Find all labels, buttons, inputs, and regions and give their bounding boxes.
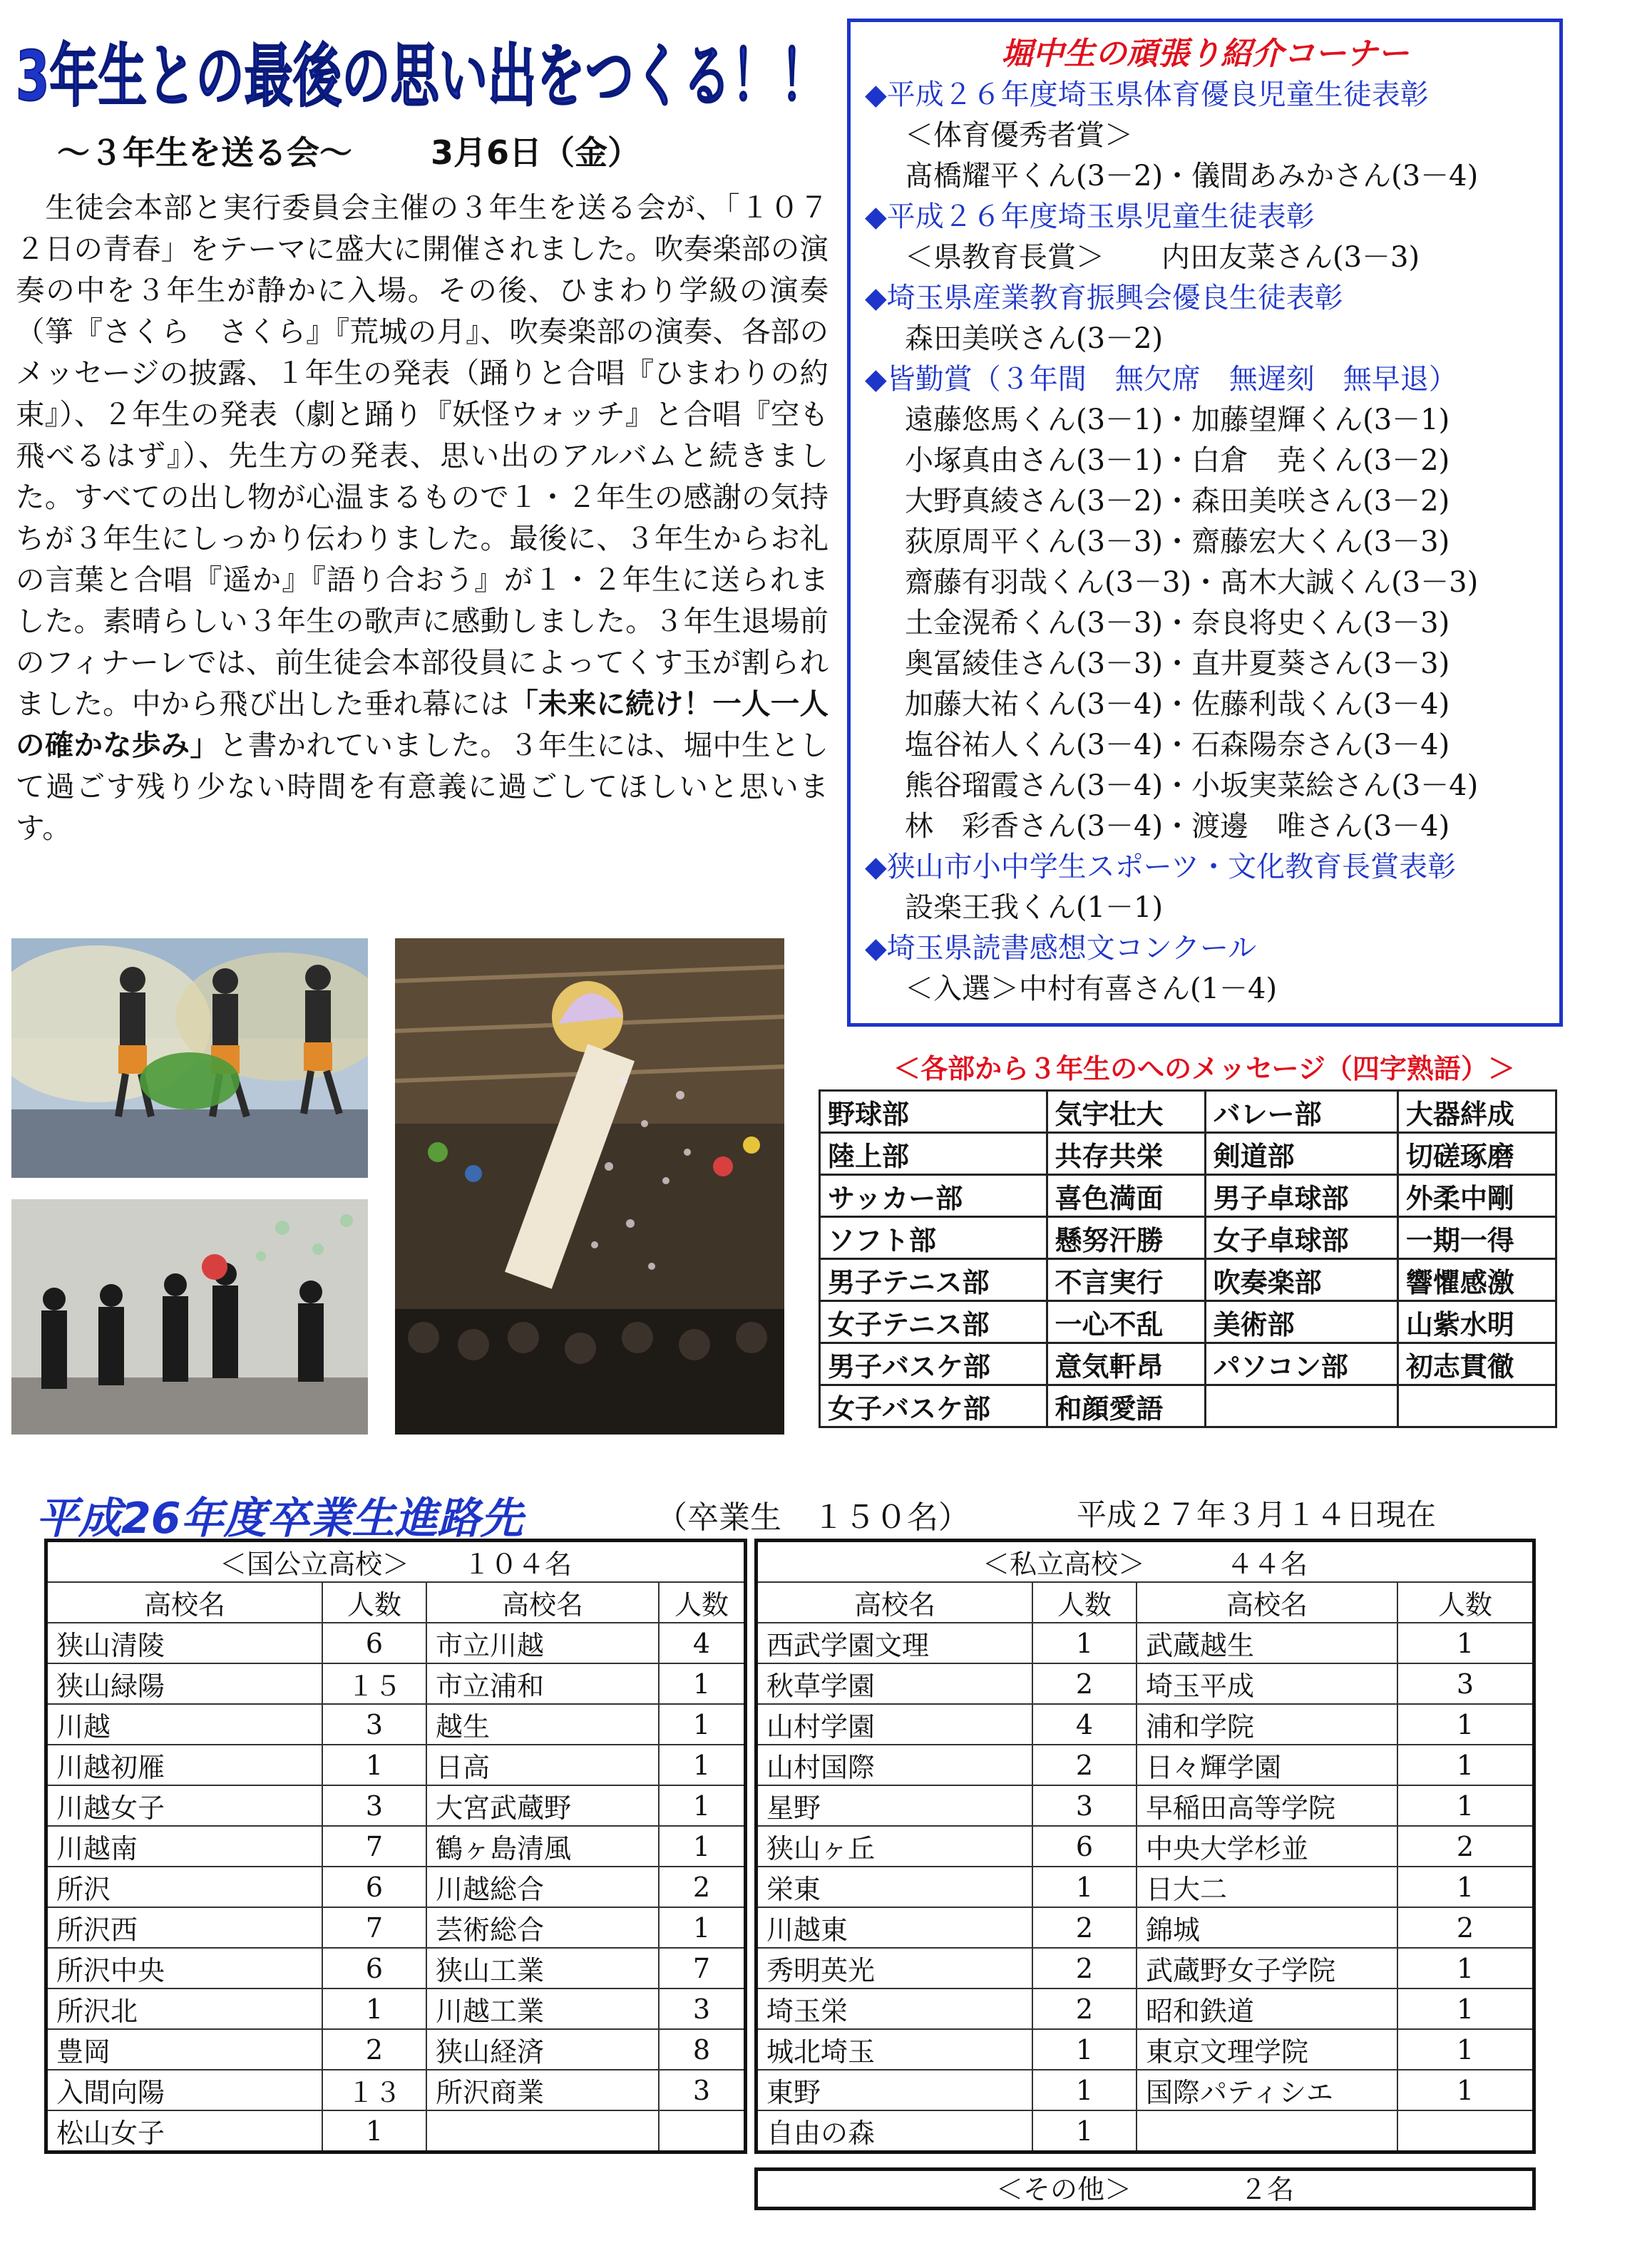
- school-name: 自由の森: [756, 2110, 1033, 2152]
- school-name: 秋草学園: [756, 1663, 1033, 1704]
- student-count: 1: [322, 1745, 426, 1785]
- student-count: 2: [1032, 1948, 1137, 1988]
- table-row: [756, 1988, 1534, 2029]
- table-row: [46, 1663, 746, 1704]
- table-row: [756, 2070, 1534, 2110]
- student-count: 7: [322, 1826, 426, 1867]
- table-row: [756, 1785, 1534, 1826]
- table-row: [46, 1745, 746, 1785]
- club-motto: 共存共栄: [1047, 1133, 1205, 1175]
- message-row: [820, 1091, 1556, 1133]
- student-count: １５: [322, 1663, 426, 1704]
- award-recipient-line: 加藤大祐くん(3－4)・佐藤利哉くん(3－4): [905, 688, 1450, 721]
- award-recipient-line: 遠藤悠馬くん(3－1)・加藤望輝くん(3－1): [905, 404, 1450, 436]
- club-name: 陸上部: [820, 1133, 1047, 1175]
- award-heading: ◆皆勤賞（３年間 無欠席 無遅刻 無早退）: [865, 363, 1457, 396]
- club-motto: [1397, 1385, 1556, 1427]
- school-name: 狭山工業: [426, 1948, 659, 1988]
- table-row: [46, 1988, 746, 2029]
- award-recipient-line: 設楽王我くん(1－1): [905, 891, 1164, 924]
- school-name: 川越工業: [426, 1988, 659, 2029]
- award-heading: ◆狭山市小中学生スポーツ・文化教育長賞表彰: [865, 851, 1457, 883]
- school-name: 武蔵野女子学院: [1137, 1948, 1397, 1988]
- club-name: 女子テニス部: [820, 1301, 1047, 1343]
- student-count: 1: [1397, 2029, 1534, 2070]
- school-name: 埼玉栄: [756, 1988, 1033, 2029]
- school-name: 川越初雁: [46, 1745, 323, 1785]
- career-title: 平成26年度卒業生進路先: [36, 1494, 523, 1544]
- student-count: １３: [322, 2070, 426, 2110]
- table-row: [756, 1948, 1534, 1988]
- school-name: 西武学園文理: [756, 1623, 1033, 1663]
- column-header: 高校名: [426, 1582, 659, 1623]
- award-recipient-line: 齋藤有羽哉くん(3－3)・髙木大誠くん(3－3): [905, 566, 1479, 599]
- column-header: 高校名: [1137, 1582, 1397, 1623]
- club-name: サッカー部: [820, 1175, 1047, 1217]
- club-name: 剣道部: [1205, 1133, 1397, 1175]
- school-name: 狭山ヶ丘: [756, 1826, 1033, 1867]
- school-name: 所沢北: [46, 1988, 323, 2029]
- table-row: [756, 1623, 1534, 1663]
- column-header: 人数: [659, 1582, 746, 1623]
- student-count: 2: [322, 2029, 426, 2070]
- student-count: 1: [1397, 1704, 1534, 1745]
- column-header: 人数: [1032, 1582, 1137, 1623]
- table-row: [46, 1623, 746, 1663]
- student-count: [659, 2110, 746, 2152]
- column-header: 人数: [322, 1582, 426, 1623]
- student-count: 2: [1397, 1826, 1534, 1867]
- school-name: [426, 2110, 659, 2152]
- student-count: 1: [659, 1745, 746, 1785]
- club-name: 女子バスケ部: [820, 1385, 1047, 1427]
- message-row: [820, 1217, 1556, 1259]
- student-count: 1: [659, 1826, 746, 1867]
- table-row: [46, 1948, 746, 1988]
- club-motto: 一期一得: [1397, 1217, 1556, 1259]
- student-count: 6: [322, 1867, 426, 1907]
- table-row: [756, 2029, 1534, 2070]
- table-row: [756, 1826, 1534, 1867]
- student-count: [1397, 2110, 1534, 2152]
- student-count: 4: [1032, 1704, 1137, 1745]
- student-count: 3: [1397, 1663, 1534, 1704]
- table-row: [756, 2110, 1534, 2152]
- award-heading: ◆埼玉県産業教育振興会優良生徒表彰: [865, 282, 1343, 314]
- school-name: 狭山経済: [426, 2029, 659, 2070]
- club-name: バレー部: [1205, 1091, 1397, 1133]
- award-recipient-line: 土金滉希くん(3－3)・奈良将史くん(3－3): [905, 607, 1450, 640]
- school-name: 市立川越: [426, 1623, 659, 1663]
- school-name: 日々輝学園: [1137, 1745, 1397, 1785]
- student-count: 6: [322, 1623, 426, 1663]
- photo-dancers: [11, 938, 368, 1178]
- article-subtitle: ～３年生を送る会～: [57, 133, 352, 172]
- student-count: 1: [322, 2110, 426, 2152]
- table-row: [46, 1826, 746, 1867]
- school-name: 東野: [756, 2070, 1033, 2110]
- club-name: 野球部: [820, 1091, 1047, 1133]
- club-motto: 大器絆成: [1397, 1091, 1556, 1133]
- student-count: 2: [1032, 1663, 1137, 1704]
- club-motto: 喜色満面: [1047, 1175, 1205, 1217]
- school-name: [1137, 2110, 1397, 2152]
- student-count: 1: [1397, 1948, 1534, 1988]
- as-of-date: 平成２７年３月１４日現在: [1077, 1497, 1437, 1532]
- article-title: [13, 30, 840, 116]
- school-name: 所沢中央: [46, 1948, 323, 1988]
- article-emphasis: 「未来に続け！一人一人の確かな歩み」: [16, 687, 829, 762]
- school-name: 日高: [426, 1745, 659, 1785]
- school-name: 狭山清陵: [46, 1623, 323, 1663]
- student-count: 2: [659, 1867, 746, 1907]
- school-name: 大宮武蔵野: [426, 1785, 659, 1826]
- club-name: 男子テニス部: [820, 1259, 1047, 1301]
- award-heading: ◆平成２６年度埼玉県児童生徒表彰: [865, 200, 1315, 233]
- club-motto: 切磋琢磨: [1397, 1133, 1556, 1175]
- club-name: 女子卓球部: [1205, 1217, 1397, 1259]
- student-count: 1: [1032, 2029, 1137, 2070]
- awards-title: 堀中生の頑張り紹介コーナー: [1001, 36, 1409, 72]
- school-name: 松山女子: [46, 2110, 323, 2152]
- club-motto: 外柔中剛: [1397, 1175, 1556, 1217]
- school-name: 川越女子: [46, 1785, 323, 1826]
- school-name: 昭和鉄道: [1137, 1988, 1397, 2029]
- award-recipient-line: 森田美咲さん(3－2): [905, 322, 1164, 355]
- article-text-before: 生徒会本部と実行委員会主催の３年生を送る会が、「１０７２日の青春」をテーマに盛大に開催されました。吹奏楽部の演奏の中を３年生が静かに入場。その後、ひまわり学級の演奏（箏『さくら さくら』『荒城の月』、吹奏楽部の演奏、各部のメッセージの披露、１年生の発表（踊りと合唱『ひまわりの約束』）、２年生の発表（劇と踊り『妖怪ウォッチ』と合唱『空も飛べるはず』）、先生方の発表、思い出のアルバムと続きました。すべての出し物が心温まるもので１・２年生の感謝の気持ちが３年生にしっかり伝わりました。最後に、３年生からお礼の言葉と合唱『遥か』『語り合おう』が１・２年生に送られました。素晴らしい３年生の歌声に感動しました。３年生退場前のフィナーレでは、前生徒会本部役員によってくす玉が割られました。中から飛び出した垂れ幕には: [16, 190, 828, 721]
- student-count: 2: [1032, 1745, 1137, 1785]
- student-count: 1: [1397, 1623, 1534, 1663]
- school-name: 埼玉平成: [1137, 1663, 1397, 1704]
- table-row: [46, 2029, 746, 2070]
- student-count: 1: [1397, 1745, 1534, 1785]
- award-recipient-line: 大野真綾さん(3－2)・森田美咲さん(3－2): [905, 485, 1450, 518]
- school-name: 鶴ヶ島清風: [426, 1826, 659, 1867]
- student-count: 1: [1397, 1867, 1534, 1907]
- club-name: 男子バスケ部: [820, 1343, 1047, 1385]
- article-text-after: と書かれていました。３年生には、堀中生として過ごす残り少ない時間を有意義に過ごしてほしいと思います。: [16, 728, 829, 845]
- student-count: 6: [322, 1948, 426, 1988]
- student-count: 1: [1397, 1988, 1534, 2029]
- student-count: 1: [1032, 1867, 1137, 1907]
- student-count: 1: [1397, 1785, 1534, 1826]
- student-count: 1: [322, 1988, 426, 2029]
- private-caption: ＜私立高校＞ ４４名: [756, 1541, 1534, 1583]
- club-motto: 一心不乱: [1047, 1301, 1205, 1343]
- school-name: 栄東: [756, 1867, 1033, 1907]
- school-name: 武蔵越生: [1137, 1623, 1397, 1663]
- award-recipient-line: 塩谷祐人くん(3－4)・石森陽奈さん(3－4): [905, 729, 1450, 761]
- school-name: 豊岡: [46, 2029, 323, 2070]
- student-count: 3: [1032, 1785, 1137, 1826]
- student-count: 7: [322, 1907, 426, 1948]
- table-row: [756, 1704, 1534, 1745]
- student-count: 6: [1032, 1826, 1137, 1867]
- student-count: 1: [659, 1907, 746, 1948]
- table-row: [46, 1907, 746, 1948]
- student-count: 3: [322, 1704, 426, 1745]
- message-row: [820, 1175, 1556, 1217]
- school-name: 秀明英光: [756, 1948, 1033, 1988]
- student-count: 3: [659, 1988, 746, 2029]
- award-recipient-line: ＜県教育長賞＞ 内田友菜さん(3－3): [905, 241, 1420, 274]
- club-name: 吹奏楽部: [1205, 1259, 1397, 1301]
- award-recipient-line: ＜入選＞中村有喜さん(1－4): [905, 973, 1278, 1005]
- school-name: 所沢西: [46, 1907, 323, 1948]
- column-header: 高校名: [756, 1582, 1033, 1623]
- school-name: 日大二: [1137, 1867, 1397, 1907]
- award-recipient-line: 荻原周平くん(3－3)・齋藤宏大くん(3－3): [905, 525, 1450, 558]
- private-schools-table: [754, 1539, 1536, 2154]
- award-recipient-line: 奥冨綾佳さん(3－3)・直井夏葵さん(3－3): [905, 647, 1450, 680]
- school-name: 城北埼玉: [756, 2029, 1033, 2070]
- table-row: [46, 1704, 746, 1745]
- student-count: 4: [659, 1623, 746, 1663]
- school-name: 浦和学院: [1137, 1704, 1397, 1745]
- message-row: [820, 1301, 1556, 1343]
- table-row: [46, 2110, 746, 2152]
- school-name: 早稲田高等学院: [1137, 1785, 1397, 1826]
- school-name: 川越総合: [426, 1867, 659, 1907]
- student-count: 1: [1397, 2070, 1534, 2110]
- school-name: 錦城: [1137, 1907, 1397, 1948]
- table-row: [756, 1745, 1534, 1785]
- student-count: 7: [659, 1948, 746, 1988]
- club-motto: 気宇壮大: [1047, 1091, 1205, 1133]
- table-row: [46, 2070, 746, 2110]
- table-row: [46, 1785, 746, 1826]
- article-title-text: 3年生との最後の思い出をつくる！！: [16, 36, 828, 116]
- public-caption: ＜国公立高校＞ １０４名: [46, 1541, 746, 1583]
- photo-kusudama: [395, 938, 784, 1435]
- award-recipient-line: ＜体育優秀者賞＞: [905, 119, 1133, 152]
- award-recipient-line: 小塚真由さん(3－1)・白倉 尭くん(3－2): [905, 444, 1450, 477]
- award-recipient-line: 髙橋耀平くん(3－2)・儀間あみかさん(3－4): [905, 160, 1479, 193]
- message-row: [820, 1259, 1556, 1301]
- awards-box: [847, 19, 1563, 1027]
- student-count: 8: [659, 2029, 746, 2070]
- table-row: [756, 1907, 1534, 1948]
- school-name: 川越南: [46, 1826, 323, 1867]
- club-motto: 響懼感激: [1397, 1259, 1556, 1301]
- graduate-count: （卒業生 １５０名）: [656, 1499, 970, 1536]
- article-subtitle-row: [57, 127, 640, 174]
- club-name: ソフト部: [820, 1217, 1047, 1259]
- award-heading: ◆埼玉県読書感想文コンクール: [865, 932, 1257, 965]
- student-count: 1: [659, 1704, 746, 1745]
- school-name: 芸術総合: [426, 1907, 659, 1948]
- message-row: [820, 1133, 1556, 1175]
- club-motto: 山紫水明: [1397, 1301, 1556, 1343]
- message-row: [820, 1343, 1556, 1385]
- messages-title: ＜各部から３年生のへのメッセージ（四字熟語）＞: [893, 1053, 1515, 1084]
- school-name: 市立浦和: [426, 1663, 659, 1704]
- club-motto: 和顔愛語: [1047, 1385, 1205, 1427]
- student-count: 2: [1032, 1988, 1137, 2029]
- photo-students-stage: [11, 1199, 368, 1435]
- student-count: 1: [659, 1785, 746, 1826]
- school-name: 国際パティシエ: [1137, 2070, 1397, 2110]
- school-name: 入間向陽: [46, 2070, 323, 2110]
- student-count: 2: [1397, 1907, 1534, 1948]
- club-motto: 初志貫徹: [1397, 1343, 1556, 1385]
- article-body: [16, 187, 828, 848]
- school-name: 川越: [46, 1704, 323, 1745]
- club-name: パソコン部: [1205, 1343, 1397, 1385]
- school-name: 山村国際: [756, 1745, 1033, 1785]
- student-count: 3: [322, 1785, 426, 1826]
- student-count: 2: [1032, 1907, 1137, 1948]
- student-count: 1: [659, 1663, 746, 1704]
- club-name: 男子卓球部: [1205, 1175, 1397, 1217]
- club-name: 美術部: [1205, 1301, 1397, 1343]
- column-header: 人数: [1397, 1582, 1534, 1623]
- school-name: 川越東: [756, 1907, 1033, 1948]
- school-name: 狭山緑陽: [46, 1663, 323, 1704]
- award-recipient-line: 林 彩香さん(3－4)・渡邊 唯さん(3－4): [905, 810, 1450, 843]
- school-name: 星野: [756, 1785, 1033, 1826]
- article-date: 3月6日（金）: [431, 133, 641, 172]
- student-count: 3: [659, 2070, 746, 2110]
- column-header: 高校名: [46, 1582, 323, 1623]
- school-name: 越生: [426, 1704, 659, 1745]
- table-row: [756, 1867, 1534, 1907]
- school-name: 東京文理学院: [1137, 2029, 1397, 2070]
- award-recipient-line: 熊谷瑠霞さん(3－4)・小坂実菜絵さん(3－4): [905, 769, 1479, 802]
- student-count: 1: [1032, 2110, 1137, 2152]
- club-motto: 不言実行: [1047, 1259, 1205, 1301]
- award-heading: ◆平成２６年度埼玉県体育優良児童生徒表彰: [865, 78, 1429, 111]
- school-name: 所沢: [46, 1867, 323, 1907]
- others-count: ＜その他＞ ２名: [754, 2167, 1536, 2210]
- school-name: 山村学園: [756, 1704, 1033, 1745]
- message-row: [820, 1385, 1556, 1427]
- messages-table: [819, 1089, 1557, 1428]
- public-schools-table: [44, 1539, 747, 2154]
- club-motto: 意気軒昂: [1047, 1343, 1205, 1385]
- student-count: 1: [1032, 1623, 1137, 1663]
- school-name: 中央大学杉並: [1137, 1826, 1397, 1867]
- table-row: [46, 1867, 746, 1907]
- school-name: 所沢商業: [426, 2070, 659, 2110]
- club-motto: 懸努汗勝: [1047, 1217, 1205, 1259]
- table-row: [756, 1663, 1534, 1704]
- club-name: [1205, 1385, 1397, 1427]
- student-count: 1: [1032, 2070, 1137, 2110]
- awards-list: [865, 75, 1552, 1010]
